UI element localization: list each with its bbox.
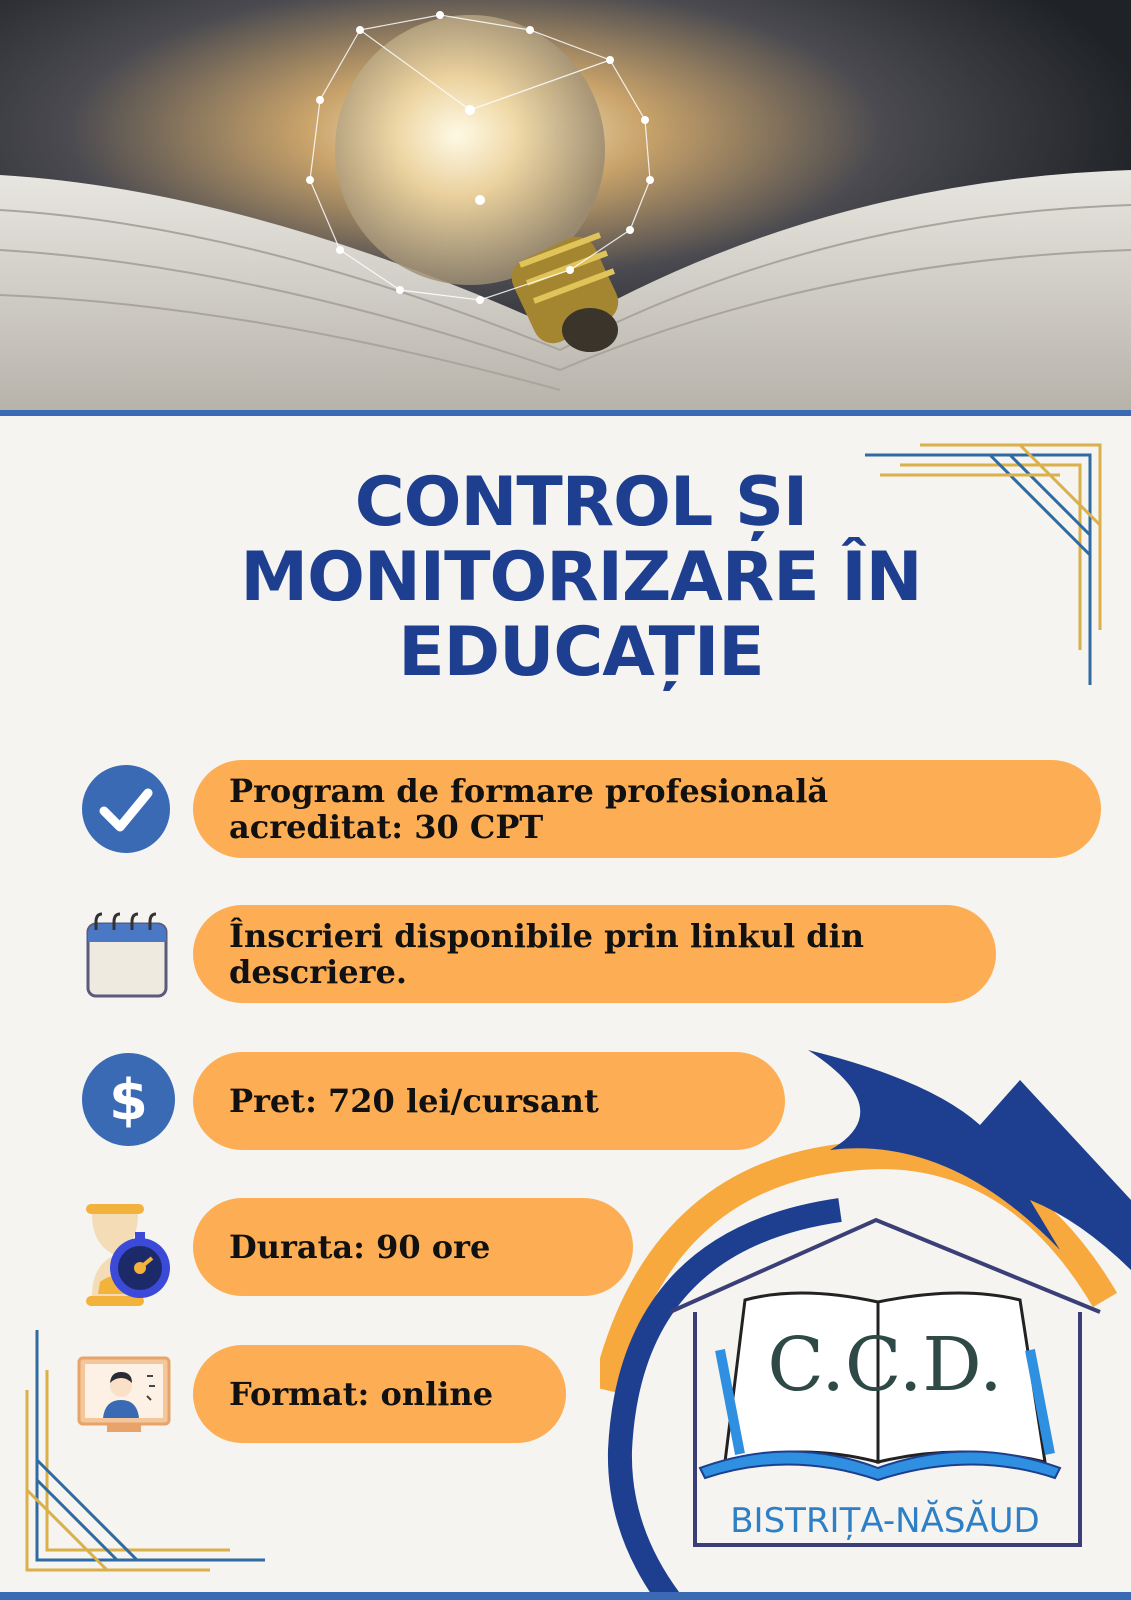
info-text-program-line-1: Program de formare profesională — [229, 772, 829, 810]
info-text-program-line-2: acreditat: 30 CPT — [229, 808, 544, 846]
info-text-program — [229, 773, 828, 845]
footer-divider — [0, 1592, 1131, 1600]
info-text-format: Format: online — [229, 1375, 494, 1413]
title-line-3: EDUCAȚIE — [398, 613, 764, 692]
check-circle-icon — [82, 765, 170, 853]
hero-image — [0, 0, 1131, 410]
info-text-enrollment-line-2: descriere. — [229, 953, 407, 991]
title-line-2: MONITORIZARE ÎN — [240, 538, 922, 617]
ccd-logo — [600, 1050, 1131, 1600]
calendar-icon — [82, 908, 172, 1000]
svg-text:$: $ — [109, 1068, 148, 1133]
dollar-circle-icon — [82, 1053, 175, 1146]
info-text-enrollment-line-1: Înscrieri disponibile prin linkul din — [229, 917, 865, 955]
info-text-price: Pret: 720 lei/cursant — [229, 1082, 599, 1120]
page-title — [0, 465, 1131, 690]
online-teacher-monitor-icon — [77, 1356, 171, 1434]
info-pill-enrollment — [193, 905, 996, 1003]
logo-initials: C.C.D. — [767, 1322, 1003, 1408]
hero-divider — [0, 410, 1131, 416]
info-pill-format — [193, 1345, 566, 1443]
title-line-1: CONTROL ȘI — [354, 463, 808, 542]
info-pill-duration — [193, 1198, 633, 1296]
info-text-enrollment — [229, 918, 864, 990]
info-text-duration: Durata: 90 ore — [229, 1228, 491, 1266]
info-pill-program — [193, 760, 1101, 858]
logo-caption: BISTRIȚA-NĂSĂUD — [730, 1501, 1040, 1541]
hourglass-stopwatch-icon — [72, 1200, 176, 1310]
